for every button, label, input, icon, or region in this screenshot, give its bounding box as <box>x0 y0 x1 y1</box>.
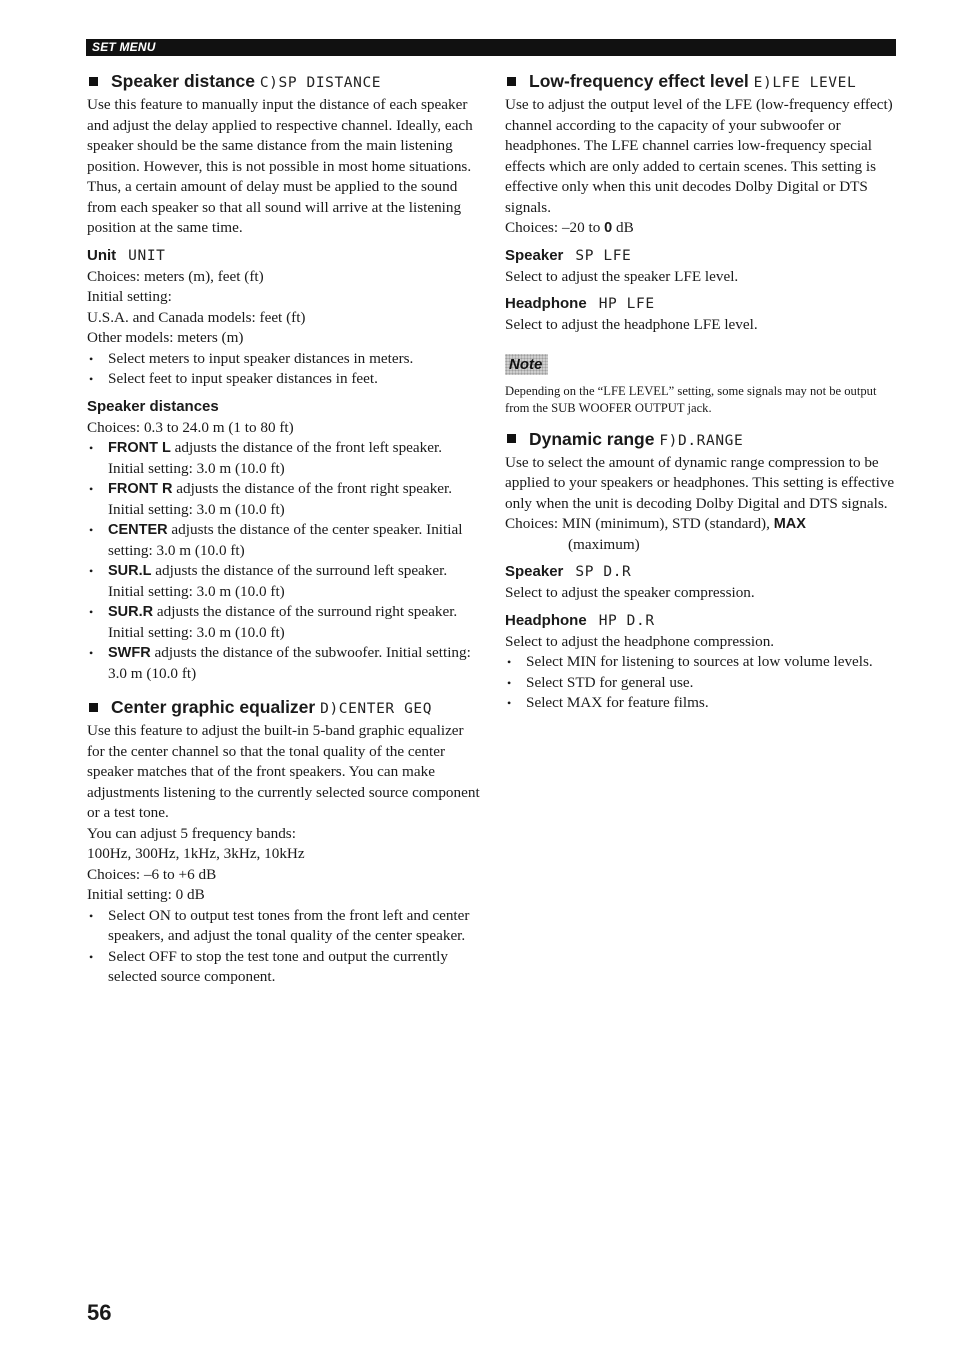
lfe-level-code: E)LFE LEVEL <box>753 75 857 91</box>
lfe-headphone-text: Select to adjust the headphone LFE level. <box>505 316 758 333</box>
list-item <box>87 561 482 602</box>
center-geq-initial: Initial setting: 0 dB <box>87 886 205 903</box>
dr-headphone-heading <box>505 611 897 631</box>
unit-title: Unit <box>87 246 117 264</box>
lfe-speaker-title: Speaker <box>505 246 564 264</box>
section-header-label: SET MENU <box>92 40 156 54</box>
lfe-speaker-heading <box>505 246 897 266</box>
sur-r-label: SUR.R <box>108 604 154 620</box>
dr-headphone-title: Headphone <box>505 611 587 629</box>
note-label: Note <box>505 354 548 375</box>
front-r-text: adjusts the distance of the front right speaker. Initial setting: 3.0 m (10.0 ft) <box>108 480 453 518</box>
dr-headphone-code: HP D.R <box>598 612 655 629</box>
list-item: • Select feet to input speaker distances in feet. <box>87 369 482 390</box>
list-item: • Select STD for general use. <box>505 673 897 694</box>
page-number: 56 <box>87 1300 112 1325</box>
note-text: Depending on the “LFE LEVEL” setting, some signals may not be output from the SUB WOOFER OUTPUT jack. <box>505 383 877 415</box>
speaker-distances-heading: Speaker distances <box>87 397 219 415</box>
lfe-choices-prefix: Choices: –20 to <box>505 219 605 236</box>
dynamic-range-code: F)D.RANGE <box>659 432 744 449</box>
dynamic-range-heading <box>505 428 897 452</box>
center-text: adjusts the distance of the center speaker. Initial setting: 3.0 m (10.0 ft) <box>108 521 463 559</box>
lfe-choices-suffix: dB <box>612 219 634 236</box>
sur-l-text: adjusts the distance of the surround left speaker. Initial setting: 3.0 m (10.0 ft) <box>108 562 448 600</box>
list-item <box>87 643 482 684</box>
square-bullet-icon <box>89 703 98 712</box>
dr-choices-prefix: Choices: MIN (minimum), STD (standard), <box>505 515 774 532</box>
lfe-headphone-code: HP LFE <box>598 296 655 312</box>
unit-code: UNIT <box>128 247 166 264</box>
swfr-label: SWFR <box>108 645 151 661</box>
center-geq-body: Use this feature to adjust the built-in 5-band graphic equalizer for the center channel so that the tonal quality of the center speaker matches that of the front speakers. You can make adjustments listening to the currently selected source component or a test tone. <box>87 722 480 821</box>
dynamic-range-title: Dynamic range <box>529 428 655 449</box>
speaker-distance-code: C)SP DISTANCE <box>259 75 382 91</box>
front-l-text: adjusts the distance of the front left speaker. Initial setting: 3.0 m (10.0 ft) <box>108 439 443 477</box>
lfe-headphone-title: Headphone <box>505 295 587 312</box>
unit-other-models: Other models: meters (m) <box>87 329 244 346</box>
sur-r-text: adjusts the distance of the surround right speaker. Initial setting: 3.0 m (10.0 ft) <box>108 603 458 641</box>
square-bullet-icon <box>89 77 98 86</box>
dr-choices-bold: MAX <box>773 516 806 532</box>
list-item: • Select ON to output test tones from the front left and center speakers, and adjust the tonal quality of the center speaker. <box>87 906 482 947</box>
right-column <box>505 70 897 714</box>
speaker-distance-body: Use this feature to manually input the distance of each speaker and adjust the delay applied to respective channel. Ideally, each speaker should be the same distance from the main listening position. However, this is not possible in most home situations. Thus, a certain amount of delay must be applied to the sound from each speaker so that all sound will arrive at the listening position at the same time. <box>87 96 473 236</box>
square-bullet-icon <box>507 434 516 443</box>
speaker-distance-heading <box>87 70 482 94</box>
dr-speaker-code: SP D.R <box>575 564 632 580</box>
dr-speaker-text: Select to adjust the speaker compression. <box>505 584 755 601</box>
unit-choices: Choices: meters (m), feet (ft) <box>87 267 264 285</box>
dr-speaker-title: Speaker <box>505 563 564 580</box>
center-geq-choices: Choices: –6 to +6 dB <box>87 865 217 883</box>
dr-speaker-heading <box>505 562 897 582</box>
dynamic-range-choices <box>505 514 897 535</box>
dynamic-range-choices-tail: (maximum) <box>568 535 640 553</box>
lfe-level-heading <box>505 70 897 94</box>
center-geq-bullet-list <box>87 906 482 988</box>
list-item: • Select meters to input speaker distances in meters. <box>87 349 482 370</box>
lfe-level-choices <box>505 218 897 239</box>
front-l-label: FRONT L <box>108 440 171 456</box>
list-item: • Select MAX for feature films. <box>505 693 897 714</box>
lfe-speaker-text: Select to adjust the speaker LFE level. <box>505 267 739 285</box>
list-item <box>87 520 482 561</box>
list-item <box>87 479 482 520</box>
center-geq-bands: 100Hz, 300Hz, 1kHz, 3kHz, 10kHz <box>87 845 305 862</box>
speaker-distance-title: Speaker distance <box>111 71 255 91</box>
center-geq-code: D)CENTER GEQ <box>320 701 433 717</box>
center-label: CENTER <box>108 522 168 538</box>
speaker-distances-list <box>87 438 482 684</box>
lfe-choices-bold: 0 <box>604 220 613 236</box>
list-item <box>87 438 482 479</box>
unit-usa-canada: U.S.A. and Canada models: feet (ft) <box>87 308 306 326</box>
unit-bullet-list <box>87 349 482 390</box>
speaker-distances-choices: Choices: 0.3 to 24.0 m (1 to 80 ft) <box>87 418 294 436</box>
left-column <box>87 70 482 988</box>
list-item <box>87 602 482 643</box>
front-r-label: FRONT R <box>108 481 173 497</box>
dr-headphone-text: Select to adjust the headphone compression. <box>505 632 775 650</box>
dynamic-range-bullet-list <box>505 652 897 714</box>
list-item: • Select OFF to stop the test tone and output the currently selected source component. <box>87 947 482 988</box>
lfe-headphone-heading <box>505 294 897 314</box>
center-geq-bands-intro: You can adjust 5 frequency bands: <box>87 824 296 842</box>
sur-l-label: SUR.L <box>108 563 152 579</box>
list-item: • Select MIN for listening to sources at low volume levels. <box>505 652 897 673</box>
lfe-speaker-code: SP LFE <box>575 247 632 264</box>
lfe-level-title: Low-frequency effect level <box>529 71 749 91</box>
unit-initial-label: Initial setting: <box>87 288 172 305</box>
dynamic-range-body: Use to select the amount of dynamic range compression to be applied to your speakers or headphones. This setting is effective only when the unit is decoding Dolby Digital and DTS signals. <box>505 453 895 512</box>
square-bullet-icon <box>507 77 516 86</box>
section-header-bar <box>86 39 896 56</box>
unit-heading <box>87 246 482 266</box>
lfe-level-body: Use to adjust the output level of the LFE (low-frequency effect) channel according to the capacity of your subwoofer or headphones. The LFE channel carries low-frequency special effects which are only added to certain scenes. This setting is effective only when this unit decodes Dolby Digital or DTS signals. <box>505 96 893 216</box>
center-geq-title: Center graphic equalizer <box>111 697 316 717</box>
swfr-text: adjusts the distance of the subwoofer. Initial setting: 3.0 m (10.0 ft) <box>108 644 471 682</box>
center-geq-heading <box>87 696 482 720</box>
